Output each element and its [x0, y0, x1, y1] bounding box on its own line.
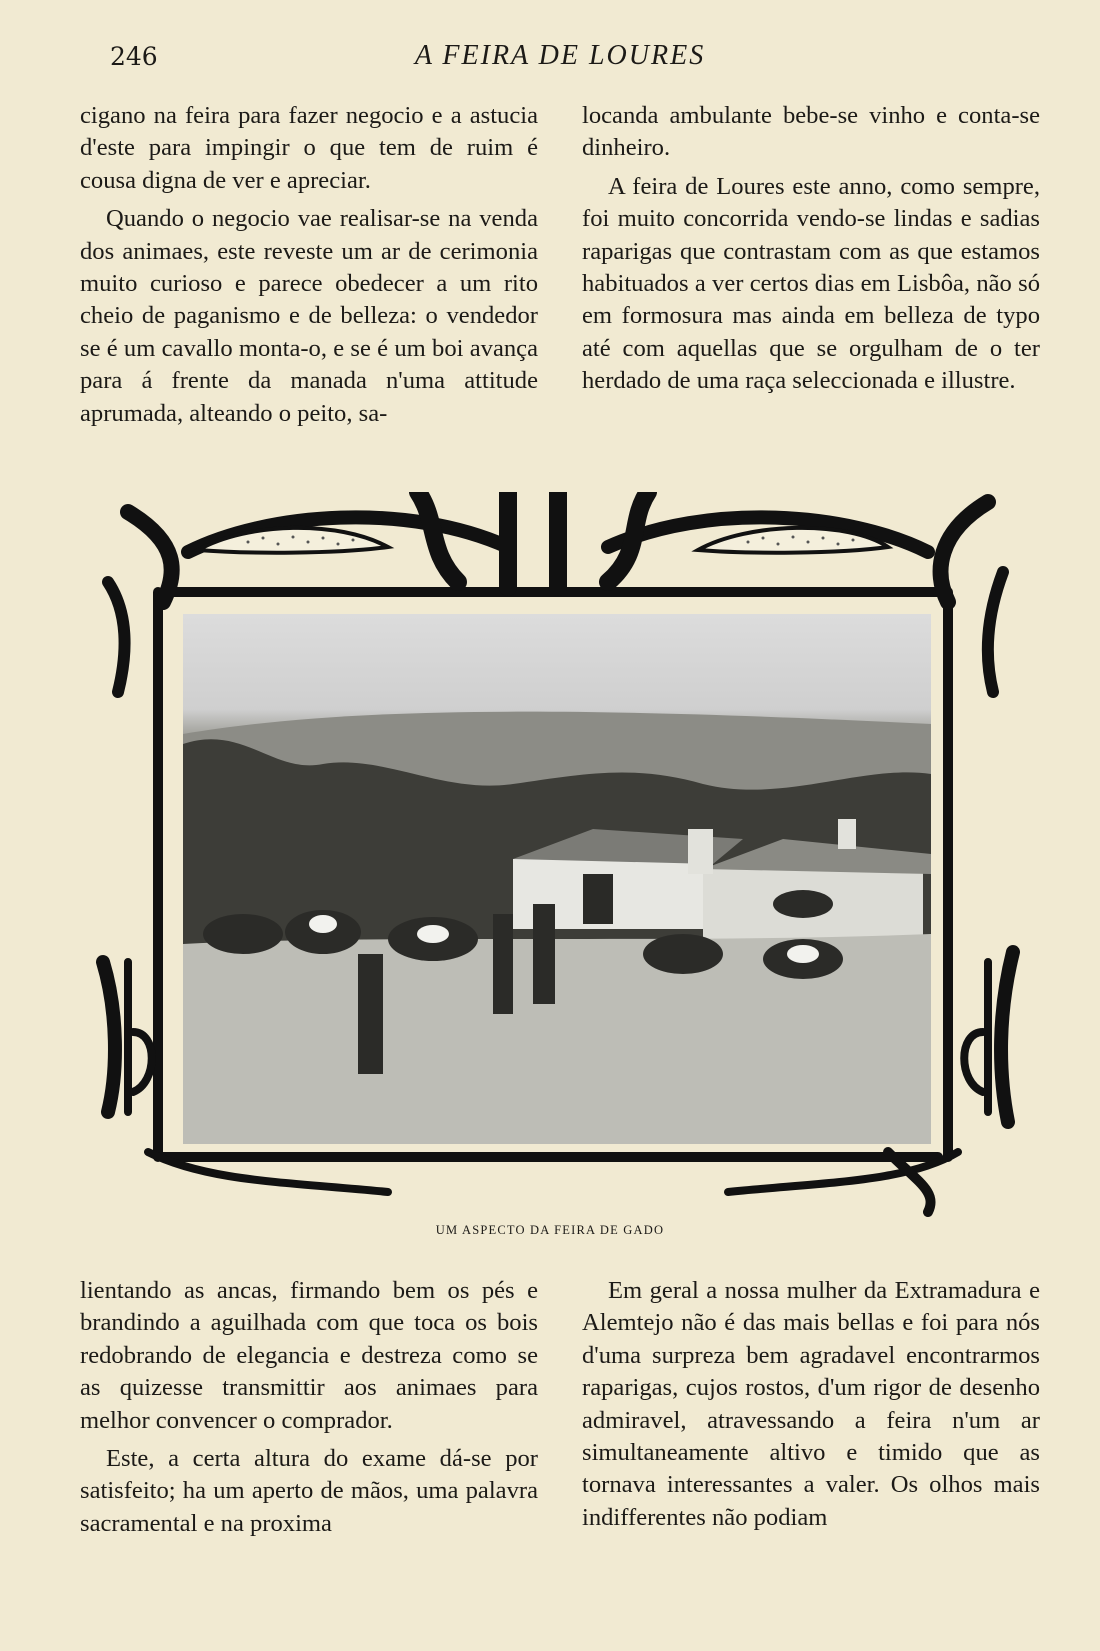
column-bottom-left: [80, 1275, 538, 1540]
paragraph: locanda ambulante bebe-se vinho e conta-se dinheiro.: [582, 102, 1040, 162]
paragraph: cigano na feira para fazer negocio e a astucia d'este para impingir o que tem de ruim é cousa digna de ver e apreciar.: [80, 102, 538, 194]
page-header: [80, 36, 1040, 76]
paragraph: lientando as ancas, firmando bem os pés e brandindo a aguilhada com que toca os bois redobrando de elegancia e destreza como se as quizesse transmittir aos animaes para melhor convencer o comprador.: [80, 1277, 538, 1434]
paragraph: Quando o negocio vae realisar-se na venda dos animaes, este reveste um ar de cerimonia muito curioso e parece obedecer a um rito cheio de paganismo e de belleza: o vendedor se é um cavallo monta-o, e se é um boi avança para á frente da manada n'uma attitude aprumada, alteando o peito, sa-: [80, 205, 538, 427]
paragraph: A feira de Loures este anno, como sempre, foi muito concorrida vendo-se lindas e sadias raparigas que contrastam com as que estamos habituados a ver certos dias em Lisbôa, não só em formosura mas ainda em belleza de typo até com aquellas que se orgulham de o ter herdado de uma raça seleccionada e illustre.: [582, 172, 1040, 395]
column-top-left: [80, 100, 538, 430]
running-title: A FEIRA DE LOURES: [414, 40, 706, 71]
column-bottom-right: [582, 1275, 1040, 1534]
illustration: [88, 492, 1028, 1217]
fair-photograph: [183, 614, 931, 1144]
paragraph: Este, a certa altura do exame dá-se por satisfeito; ha um aperto de mãos, uma palavra sacramental e na proxima: [80, 1445, 538, 1537]
paragraph: Em geral a nossa mulher da Extramadura e Alemtejo não é das mais bellas e foi para nós d'uma surpreza bem agradavel encontrarmos raparigas, cujos rostos, d'um rigor de desenho admiravel, atravessando a feira n'um ar simultaneamente altivo e timido que as tornava interessantes a valer. Os olhos mais indifferentes não podiam: [582, 1277, 1040, 1531]
column-top-right: [582, 100, 1040, 398]
figure-caption: UM ASPECTO DA FEIRA DE GADO: [435, 1223, 665, 1237]
page-number: 246: [110, 42, 158, 71]
